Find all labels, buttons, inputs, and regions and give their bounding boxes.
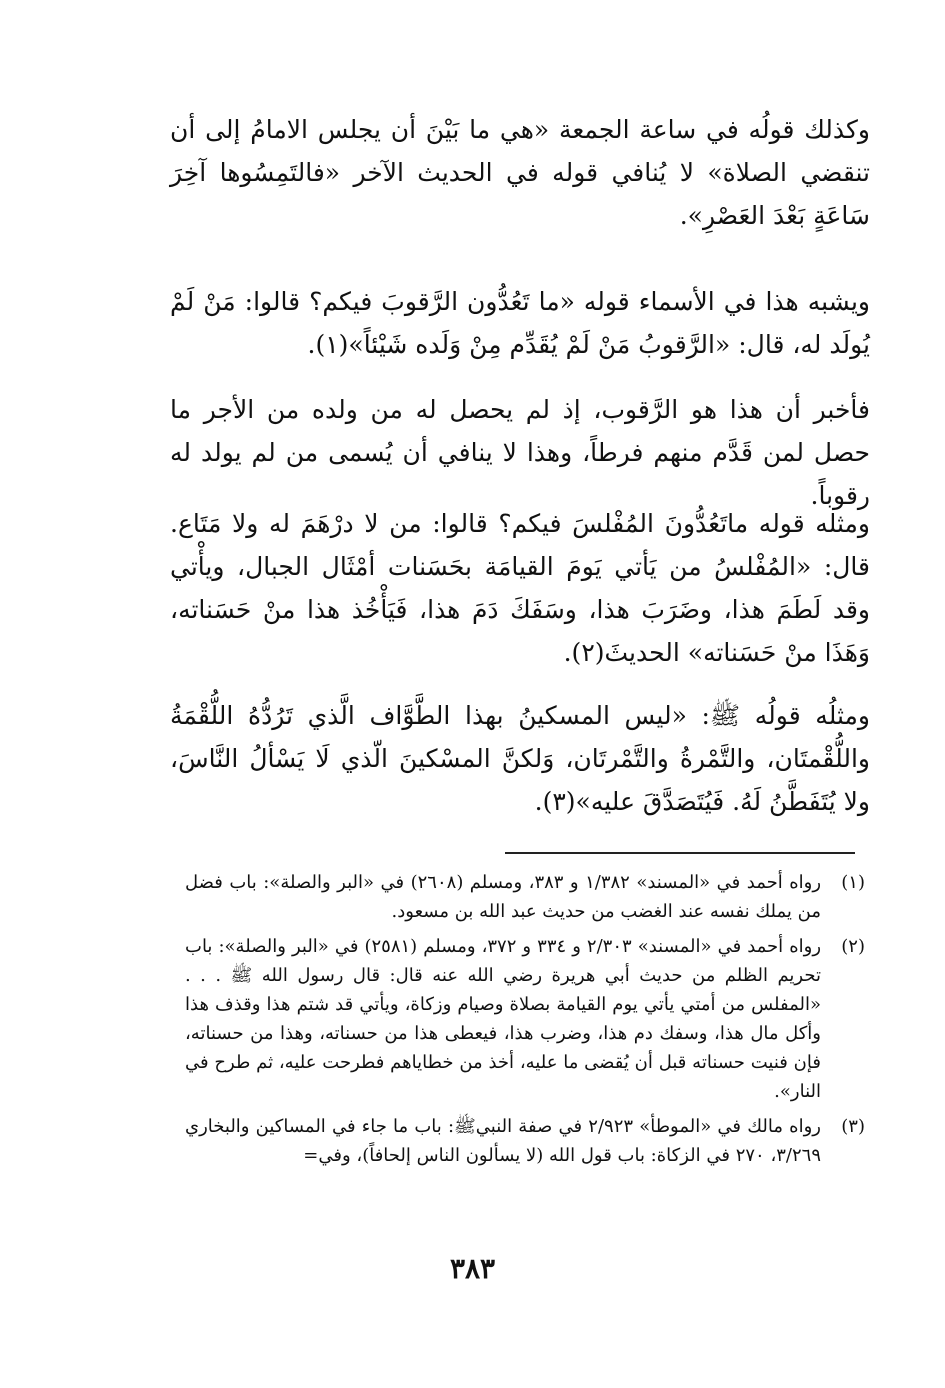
page-number: ٣٨٣ [449, 1252, 496, 1285]
footnote-number: (٢) [841, 936, 865, 957]
paragraph-5: ومثلُه قولُه ﷺ: «ليس المسكينُ بهذا الطَّوَّاف الَّذي تَرُدُّهُ اللُّقْمَةُ واللُّقْمتَان، والتَّمْرةُ والتَّمْرتَان، وَلكنَّ المسْكينَ الّذي لَا يَسْألُ النَّاسَ، ولا يُتَفَطَّنُ لَهُ. فَيُتَصَدَّقَ عليه»(٣). [170, 701, 870, 816]
footnote-text: رواه أحمد في «المسند» ٢/٣٠٣ و ٣٣٤ و ٣٧٢، ومسلم (٢٥٨١) في «البر والصلة»: باب تحريم الظلم من حديث أبي هريرة رضي الله عنه قال: قال رسول الله ﷺ . . . «المفلس من أمتي يأتي يوم القيامة بصلاة وصيام وزكاة، ويأتي قد شتم هذا وقذف هذا وأكل مال هذا، وسفك دم هذا، وضرب هذا، فيعطى هذا من حسناته، وهذا من حسناته، فإن فنيت حسناته قبل أن يُقضى ما عليه، أخذ من خطاياهم فطرحت عليه، ثم طرح في النار». [185, 936, 822, 1102]
footnote-3 [185, 1112, 865, 1170]
footnote-1 [185, 868, 865, 926]
paragraph-2: ويشبه هذا في الأسماء قوله «ما تَعُدُّون الرَّقوبَ فيكم؟ قالوا: مَنْ لَمْ يُولَد له، قال: «الرَّقوبُ مَنْ لَمْ يُقَدِّم مِنْ وَلَده شَيْئاً»(١). [170, 287, 870, 359]
paragraph-3: فأخبر أن هذا هو الرَّقوب، إذ لم يحصل له من ولده من الأجر ما حصل لمن قَدَّم منهم فرطاً، وهذا لا ينافي أن يُسمى من لم يولد له رقوباً. [170, 395, 870, 510]
footnote-divider [505, 852, 855, 854]
footnote-number: (٣) [841, 1116, 865, 1137]
footnote-2 [185, 932, 865, 1106]
paragraph-4: ومثله قوله ماتَعُدُّونَ المُفْلسَ فيكم؟ قالوا: من لا درْهَمَ له ولا مَتَاع. قال: «المُفْلسُ من يَأتي يَومَ القيامَة بحَسَنات أمْثَال الجبال، ويأْتي وقد لَطَمَ هذا، وضَرَبَ هذا، وسَفَكَ دَمَ هذا، فَيَأْخُذ هذا منْ حَسَناته، وَهَذَا منْ حَسَناته» الحديثَ(٢). [170, 509, 870, 667]
footnote-number: (١) [841, 872, 865, 893]
footnotes [185, 868, 865, 1176]
footnote-text: رواه مالك في «الموطأ» ٢/٩٢٣ في صفة النبيﷺ: باب ما جاء في المساكين والبخاري ٣/٢٦٩، ٢٧٠ في الزكاة: باب قول الله (لا يسألون الناس إلحافاً)، وفي= [185, 1116, 821, 1166]
footnote-text: رواه أحمد في «المسند» ١/٣٨٢ و ٣٨٣، ومسلم (٢٦٠٨) في «البر والصلة»: باب فضل من يملك نفسه عند الغضب من حديث عبد الله بن مسعود. [185, 872, 822, 922]
paragraph-1: وكذلك قولُه في ساعة الجمعة «هي ما بَيْنَ أن يجلس الامامُ إلى أن تنقضي الصلاة» لا يُنافي قوله في الحديث الآخر «فالتَمِسُوها آخِرَ سَاعَةٍ بَعْدَ العَصْرِ». [170, 115, 870, 230]
